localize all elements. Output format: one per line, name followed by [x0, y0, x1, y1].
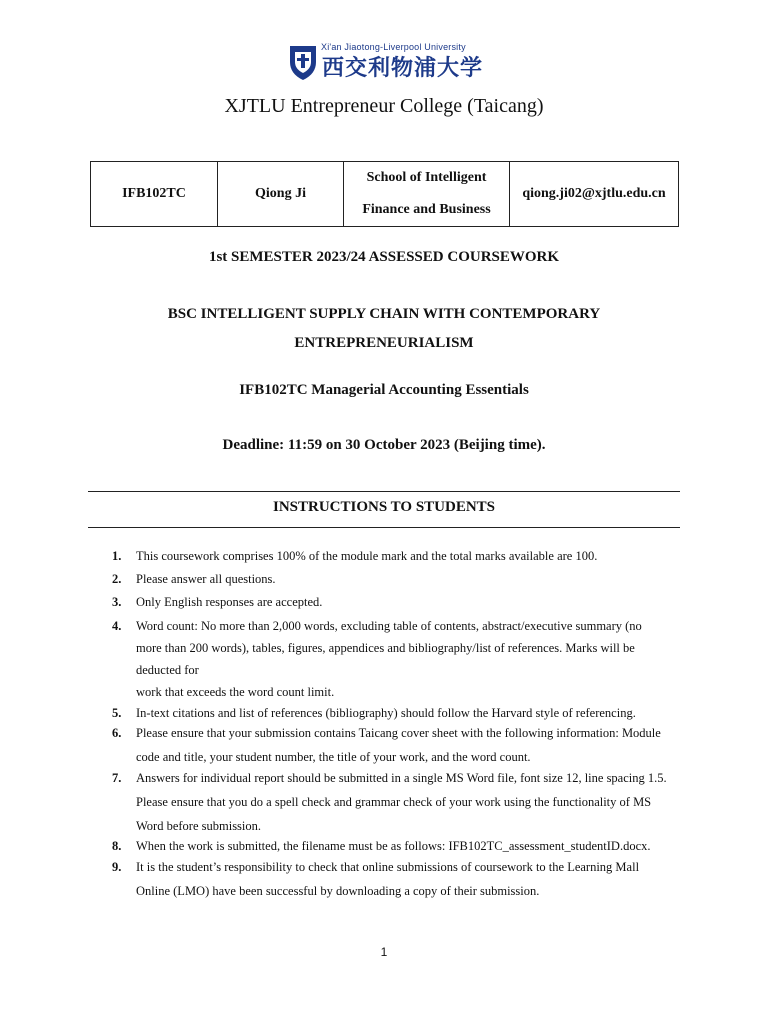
school-line-1: School of Intelligent [366, 170, 487, 185]
module-info-table [90, 161, 679, 227]
school-line-2: Finance and Business [362, 202, 491, 217]
item-text [136, 572, 656, 587]
item-line: more than 200 words), tables, figures, appendices and bibliography/list of references. Marks will be [136, 641, 635, 655]
item-number: 1. [112, 549, 122, 563]
item-line: Only English responses are accepted. [136, 595, 323, 609]
programme-line-2: ENTREPRENEURIALISM [294, 335, 474, 351]
deadline: Deadline: 11:59 on 30 October 2023 (Beijing time). [222, 437, 546, 453]
item-number: 5. [112, 706, 122, 720]
item-line: It is the student’s responsibility to check that online submissions of coursework to the Learning Mall [136, 860, 640, 874]
item-number: 9. [112, 860, 122, 874]
item-line: code and title, your student number, the title of your work, and the word count. [136, 750, 531, 764]
item-text [136, 549, 656, 564]
item-line: Answers for individual report should be submitted in a single MS Word file, font size 12, line spacing 1.5. [136, 771, 667, 785]
item-number: 6. [112, 726, 122, 740]
item-line: deducted for [136, 663, 199, 677]
instructions-heading: INSTRUCTIONS TO STUDENTS [272, 499, 496, 515]
item-number: 7. [112, 771, 122, 785]
item-number: 3. [112, 595, 122, 609]
module-code-cell: IFB102TC [91, 162, 218, 227]
programme-heading [0, 300, 768, 358]
table-row [91, 162, 679, 227]
item-text [136, 839, 656, 854]
item-line: Please ensure that you do a spell check and grammar check of your work using the functionality of MS [136, 795, 652, 809]
item-number: 2. [112, 572, 122, 586]
item-line: Word count: No more than 2,000 words, excluding table of contents, abstract/executive summary (no [136, 619, 642, 633]
college-title: XJTLU Entrepreneur College (Taicang) [224, 95, 544, 117]
crest-icon [288, 44, 318, 82]
item-text [136, 706, 656, 721]
email-cell: qiong.ji02@xjtlu.edu.cn [510, 162, 679, 227]
logo-chinese-name: 西交利物浦大学 [322, 56, 484, 81]
logo-english-name: Xi'an Jiaotong-Liverpool University [321, 42, 466, 52]
semester-heading: 1st SEMESTER 2023/24 ASSESSED COURSEWORK [208, 249, 560, 265]
item-line: In-text citations and list of references (bibliography) should follow the Harvard style of referencing. [136, 706, 636, 720]
item-number: 8. [112, 839, 122, 853]
module-title: IFB102TC Managerial Accounting Essentials [239, 382, 529, 398]
programme-line-1: BSC INTELLIGENT SUPPLY CHAIN WITH CONTEMPORARY [167, 306, 601, 322]
item-line: Online (LMO) have been successful by downloading a copy of their submission. [136, 884, 540, 898]
divider-bottom [88, 527, 680, 528]
item-number: 4. [112, 619, 122, 633]
item-line: Please ensure that your submission contains Taicang cover sheet with the following information: Module [136, 726, 661, 740]
divider-top [88, 491, 680, 492]
university-logo [288, 42, 483, 82]
item-line: Word before submission. [136, 819, 262, 833]
lecturer-cell: Qiong Ji [218, 162, 344, 227]
item-line: This coursework comprises 100% of the module mark and the total marks available are 100. [136, 549, 598, 563]
page-number: 1 [380, 945, 388, 959]
item-line: When the work is submitted, the filename must be as follows: IFB102TC_assessment_studentID.docx. [136, 839, 651, 853]
item-line: work that exceeds the word count limit. [136, 685, 335, 699]
item-text [136, 595, 656, 610]
item-line: Please answer all questions. [136, 572, 276, 586]
school-cell [344, 162, 510, 227]
